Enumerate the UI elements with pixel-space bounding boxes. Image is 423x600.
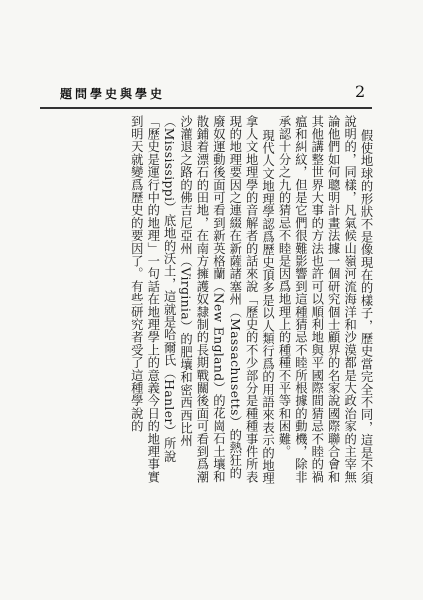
- paragraph-1: 假使地球的形狀不是像現在的樣子，歷史當完全不同，這是不須說明的，同樣，凡氣候山嶺河流海洋和沙漠都是大政治家的主宰無論他們如何聰明計畫法據一個研究個士顧界的名家說國際聯合會和其他講整世界大事的方法也許可以順利地與平國際間猜忌不睦的禍瘟和糾紋，但是它們很難影響到這種猜忌不睦所根據的動機，除非承認十分之九的猜忌不睦是因爲地理上的種種不平等和困難。: [276, 115, 373, 485]
- body-text: [54, 115, 374, 485]
- page-header: [45, 82, 375, 106]
- paragraph-2: 現代人文地理學認爲歷史頂多是以人類行爲的用語來表示的地理拿人文地理學的音解者的話來說「歷史的不少部分是種種事件所表現的地理要因之連綴在新薩諸塞州（Massachusetts）的熱狂的廢奴運動後面可看到新英格蘭（New England）的花崗石土壤和散鋪着漂石的田地，在南方擁護奴隸制的長期戰關後面可看到爲潮沙灌退之路的佛吉尼亞州（Virginia）的肥壤和密西西比州（Mississippi）底地的沃土，這就是哈爾氏（Hanler）所說「歷史是運行中的地理」一句話在地理學上的意義今日的地理事實到明天就變爲歷史的要因了。有些研究者受了這種學說的: [129, 115, 275, 485]
- header-rule: [40, 107, 372, 109]
- page-number: 2: [355, 82, 366, 101]
- running-title: 題問學史與學史: [60, 87, 166, 101]
